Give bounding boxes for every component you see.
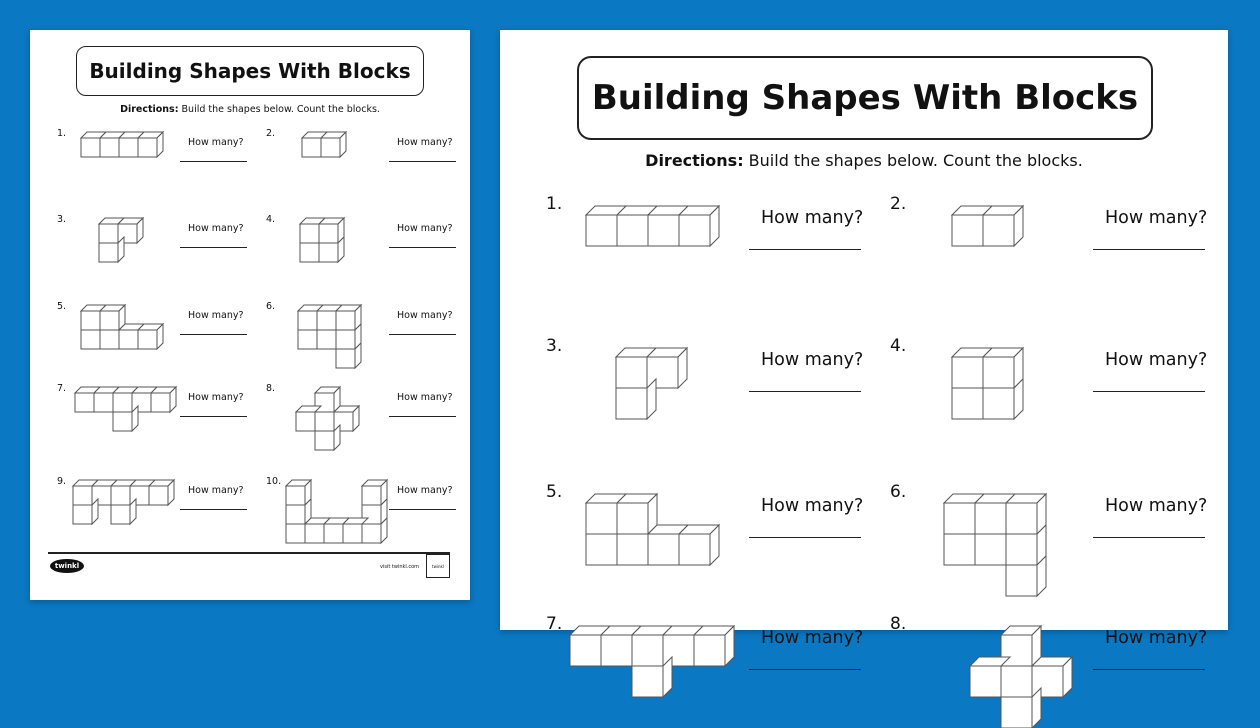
block-shape-3 xyxy=(99,218,143,262)
question-number: 4. xyxy=(890,336,907,356)
answer-line[interactable] xyxy=(1093,669,1205,670)
block-front xyxy=(336,311,355,330)
block-front xyxy=(286,524,305,543)
how-many-prompt: How many? xyxy=(1105,628,1208,648)
block-front xyxy=(570,635,601,666)
question-number: 1. xyxy=(57,128,67,139)
directions xyxy=(30,104,470,115)
how-many-prompt: How many? xyxy=(761,628,864,648)
block-front xyxy=(113,393,132,412)
block-front xyxy=(296,412,315,431)
question-number: 3. xyxy=(546,336,563,356)
block-front xyxy=(983,357,1014,388)
block-front xyxy=(81,330,100,349)
question-number: 1. xyxy=(546,194,563,214)
block-shape-4 xyxy=(952,348,1023,419)
block-shape-6 xyxy=(298,305,361,368)
block-front xyxy=(983,215,1014,246)
worksheet-preview-large xyxy=(500,30,1228,648)
block-front xyxy=(321,138,340,157)
answer-line[interactable] xyxy=(180,161,247,162)
how-many-prompt: How many? xyxy=(1105,350,1208,370)
block-front xyxy=(286,505,305,524)
question-number: 10. xyxy=(266,476,282,487)
twinkl-logo: twinkl xyxy=(50,559,84,573)
block-front xyxy=(94,393,113,412)
block-front xyxy=(648,534,679,565)
how-many-prompt: How many? xyxy=(188,223,244,234)
answer-line[interactable] xyxy=(389,161,456,162)
block-front xyxy=(983,388,1014,419)
directions-label-large: Directions: xyxy=(645,151,744,170)
block-front xyxy=(679,215,710,246)
block-front xyxy=(616,357,647,388)
block-front xyxy=(944,503,975,534)
answer-line[interactable] xyxy=(389,334,456,335)
block-front xyxy=(336,330,355,349)
question-number: 4. xyxy=(266,214,276,225)
block-front xyxy=(317,330,336,349)
question-number: 8. xyxy=(890,614,907,634)
how-many-prompt: How many? xyxy=(397,392,453,403)
question-number: 2. xyxy=(266,128,276,139)
block-front xyxy=(73,505,92,524)
block-front xyxy=(632,635,663,666)
block-front xyxy=(362,524,381,543)
how-many-prompt: How many? xyxy=(397,223,453,234)
block-shape-1 xyxy=(586,206,719,246)
question-number: 6. xyxy=(890,482,907,502)
block-front xyxy=(111,505,130,524)
block-front xyxy=(632,666,663,697)
block-shape-5 xyxy=(586,494,719,565)
how-many-prompt: How many? xyxy=(761,350,864,370)
block-front xyxy=(975,503,1006,534)
block-front xyxy=(336,349,355,368)
block-front xyxy=(952,215,983,246)
question-number: 5. xyxy=(546,482,563,502)
block-front xyxy=(138,330,157,349)
how-many-prompt: How many? xyxy=(188,485,244,496)
answer-line[interactable] xyxy=(180,247,247,248)
question-number: 7. xyxy=(546,614,563,634)
block-front xyxy=(99,224,118,243)
block-front xyxy=(300,243,319,262)
block-front xyxy=(298,330,317,349)
answer-line[interactable] xyxy=(180,334,247,335)
block-shape-8 xyxy=(970,626,1072,728)
block-front xyxy=(119,138,138,157)
block-shape-2 xyxy=(302,132,346,157)
block-front xyxy=(324,524,343,543)
block-front xyxy=(113,412,132,431)
block-shape-9 xyxy=(73,480,174,524)
block-front xyxy=(100,311,119,330)
answer-line[interactable] xyxy=(749,669,861,670)
how-many-prompt: How many? xyxy=(1105,208,1208,228)
block-shape-1 xyxy=(81,132,163,157)
answer-line[interactable] xyxy=(389,247,456,248)
block-front xyxy=(75,393,94,412)
block-front xyxy=(305,524,324,543)
block-front xyxy=(315,412,334,431)
block-front xyxy=(952,357,983,388)
block-front xyxy=(99,243,118,262)
directions-text: Build the shapes below. Count the blocks. xyxy=(178,104,380,115)
block-front xyxy=(617,534,648,565)
directions-text-large: Build the shapes below. Count the blocks. xyxy=(743,151,1083,170)
block-front xyxy=(298,311,317,330)
answer-line[interactable] xyxy=(389,509,456,510)
block-front xyxy=(952,388,983,419)
how-many-prompt: How many? xyxy=(397,310,453,321)
block-front xyxy=(648,215,679,246)
block-front xyxy=(679,534,710,565)
block-front xyxy=(100,330,119,349)
block-front xyxy=(586,534,617,565)
answer-line[interactable] xyxy=(389,416,456,417)
block-front xyxy=(586,503,617,534)
block-front xyxy=(319,243,338,262)
footer-divider xyxy=(48,552,450,554)
block-front xyxy=(100,138,119,157)
quality-badge: twinkl xyxy=(426,554,450,578)
question-number: 3. xyxy=(57,214,67,225)
answer-line[interactable] xyxy=(1093,391,1205,392)
answer-line[interactable] xyxy=(749,537,861,538)
block-front xyxy=(343,524,362,543)
answer-line[interactable] xyxy=(1093,537,1205,538)
directions-label: Directions: xyxy=(120,104,179,115)
directions-large xyxy=(500,151,1228,170)
block-front xyxy=(1006,534,1037,565)
block-front xyxy=(970,666,1001,697)
block-front xyxy=(1001,697,1032,728)
block-front xyxy=(1006,565,1037,596)
answer-line[interactable] xyxy=(1093,249,1205,250)
block-front xyxy=(302,138,321,157)
block-front xyxy=(119,330,138,349)
block-shape-2 xyxy=(952,206,1023,246)
answer-line[interactable] xyxy=(180,509,247,510)
block-shape-4 xyxy=(300,218,344,262)
block-shape-7 xyxy=(75,387,176,431)
block-shape-5 xyxy=(81,305,163,349)
how-many-prompt: How many? xyxy=(1105,496,1208,516)
block-shape-7 xyxy=(570,626,734,697)
how-many-prompt: How many? xyxy=(188,137,244,148)
block-shape-10 xyxy=(286,480,387,543)
block-shape-3 xyxy=(616,348,687,419)
how-many-prompt: How many? xyxy=(188,310,244,321)
worksheet-preview-small xyxy=(30,30,470,600)
block-front xyxy=(975,534,1006,565)
block-front xyxy=(300,224,319,243)
footer-site-link[interactable]: visit twinkl.com xyxy=(380,564,420,570)
block-front xyxy=(616,388,647,419)
how-many-prompt: How many? xyxy=(761,208,864,228)
block-front xyxy=(151,393,170,412)
block-front xyxy=(111,486,130,505)
block-front xyxy=(1001,666,1032,697)
page-title-large: Building Shapes With Blocks xyxy=(577,56,1153,140)
block-front xyxy=(1006,503,1037,534)
question-number: 9. xyxy=(57,476,67,487)
block-front xyxy=(138,138,157,157)
how-many-prompt: How many? xyxy=(761,496,864,516)
question-number: 2. xyxy=(890,194,907,214)
block-front xyxy=(617,215,648,246)
how-many-prompt: How many? xyxy=(397,137,453,148)
block-front xyxy=(286,486,305,505)
block-front xyxy=(617,503,648,534)
block-front xyxy=(149,486,168,505)
answer-line[interactable] xyxy=(749,391,861,392)
question-number: 6. xyxy=(266,301,276,312)
block-front xyxy=(317,311,336,330)
block-front xyxy=(601,635,632,666)
block-front xyxy=(362,486,381,505)
block-front xyxy=(586,215,617,246)
page-title: Building Shapes With Blocks xyxy=(76,46,424,96)
block-shape-6 xyxy=(944,494,1046,596)
block-front xyxy=(694,635,725,666)
question-number: 5. xyxy=(57,301,67,312)
block-front xyxy=(81,138,100,157)
block-front xyxy=(81,311,100,330)
block-shape-8 xyxy=(296,387,359,450)
block-front xyxy=(73,486,92,505)
how-many-prompt: How many? xyxy=(397,485,453,496)
block-front xyxy=(319,224,338,243)
answer-line[interactable] xyxy=(180,416,247,417)
block-front xyxy=(944,534,975,565)
how-many-prompt: How many? xyxy=(188,392,244,403)
question-number: 8. xyxy=(266,383,276,394)
block-front xyxy=(315,431,334,450)
question-number: 7. xyxy=(57,383,67,394)
answer-line[interactable] xyxy=(749,249,861,250)
